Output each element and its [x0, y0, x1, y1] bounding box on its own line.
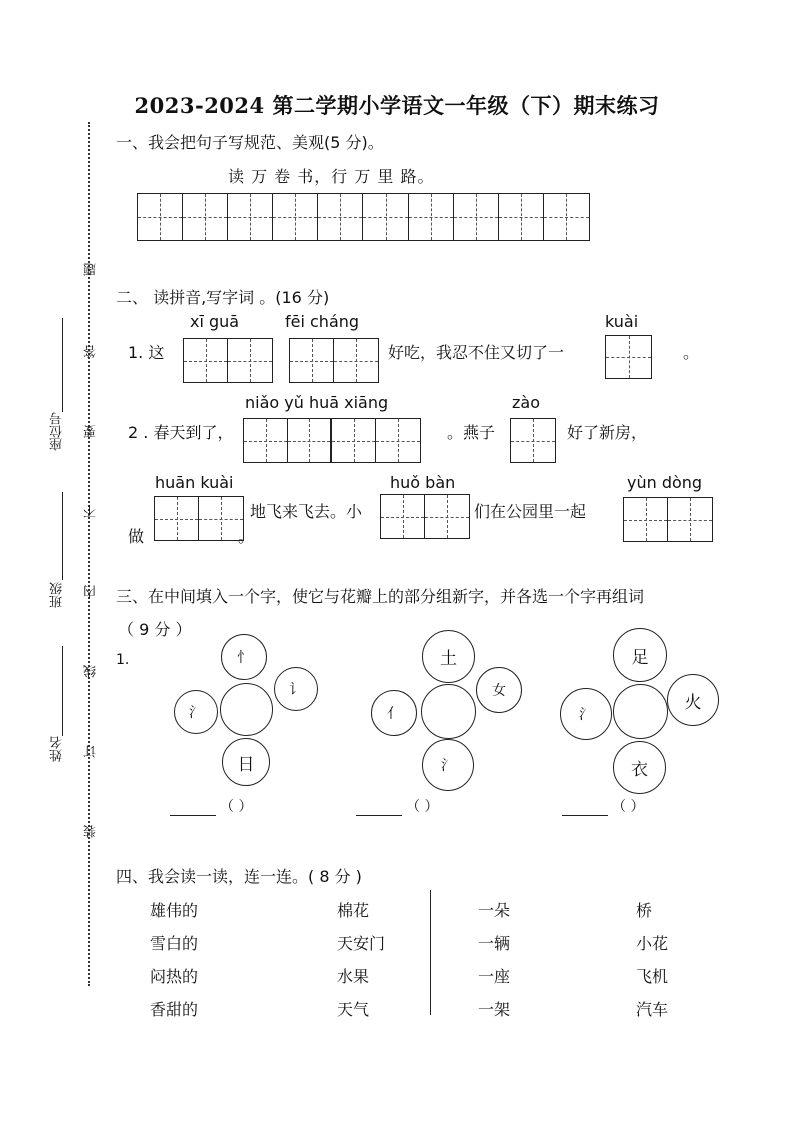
answer-grid-yundong[interactable]: [623, 497, 713, 542]
match-word[interactable]: 一座: [478, 967, 511, 986]
grid-cell[interactable]: [244, 419, 288, 462]
flower2-center[interactable]: [421, 684, 476, 739]
flower2-top-petal: 土: [422, 630, 475, 683]
grid-cell[interactable]: [184, 339, 228, 382]
match-word[interactable]: 雄伟的: [150, 901, 199, 920]
section2-heading: 二、 读拼音,写字词 。(16 分): [116, 288, 330, 307]
answer-grid-kuai[interactable]: [605, 335, 652, 379]
seal-char: 装: [84, 825, 99, 838]
grid-cell[interactable]: [454, 194, 499, 240]
name-label: 姓名: [50, 736, 65, 762]
grid-cell[interactable]: [138, 194, 183, 240]
flower3-answer-blank[interactable]: [562, 796, 644, 816]
flower3-left-petal: 氵: [560, 688, 612, 740]
class-line[interactable]: [62, 492, 63, 580]
grid-cell[interactable]: [290, 339, 334, 382]
pinyin-huankuai: huān kuài: [155, 473, 234, 492]
q1-end: 。: [683, 343, 700, 362]
grid-cell[interactable]: [273, 194, 318, 240]
match-word[interactable]: 一架: [478, 1000, 511, 1019]
flower1-top-petal: 忄: [221, 634, 267, 680]
grid-cell[interactable]: [544, 194, 589, 240]
grid-cell[interactable]: [425, 495, 469, 538]
seal-char: 订: [84, 745, 99, 758]
seat-number-line[interactable]: [62, 318, 63, 412]
grid-cell[interactable]: [409, 194, 454, 240]
match-word[interactable]: 天气: [337, 1000, 370, 1019]
section1-heading: 一、我会把句子写规范、美观(5 分)。: [116, 133, 384, 152]
q3-start: 做: [128, 527, 145, 546]
q2-middle-text: 。燕子: [447, 423, 496, 442]
match-word[interactable]: 桥: [636, 901, 653, 920]
match-word[interactable]: 水果: [337, 967, 370, 986]
flower1-answer-blank[interactable]: [170, 796, 252, 816]
pinyin-yundong: yùn dòng: [627, 473, 703, 492]
q2-end: 好了新房，: [567, 423, 648, 442]
page-title: 2023-2024 第二学期小学语文一年级（下）期末练习: [134, 93, 660, 118]
q1-middle-text: 好吃，我忍不住又切了一: [388, 343, 565, 362]
match-word[interactable]: 汽车: [636, 1000, 669, 1019]
section1-sentence: 读 万 卷 书，行 万 里 路。: [228, 167, 435, 186]
seat-number-label: 座位号: [50, 412, 65, 451]
flower1-right-petal: 讠: [274, 667, 318, 711]
pinyin-huoban: huǒ bàn: [390, 473, 456, 492]
q1-number: 1. 这: [128, 343, 165, 362]
writing-grid[interactable]: [137, 193, 590, 241]
grid-cell[interactable]: [376, 419, 420, 462]
pinyin-xigua: xī guā: [190, 312, 240, 331]
match-word[interactable]: 香甜的: [150, 1000, 199, 1019]
match-word[interactable]: 飞机: [636, 967, 669, 986]
match-word[interactable]: 小花: [636, 934, 669, 953]
seal-char: 要: [84, 425, 99, 438]
match-word[interactable]: 一朵: [478, 901, 511, 920]
grid-cell[interactable]: [624, 498, 668, 541]
answer-grid-huoban[interactable]: [380, 494, 470, 539]
grid-cell[interactable]: [381, 495, 425, 538]
q3-middle-text: 地飞来飞去。小: [250, 502, 363, 521]
match-word[interactable]: 一辆: [478, 934, 511, 953]
grid-cell[interactable]: [288, 419, 332, 462]
pinyin-feichang: fēi cháng: [285, 312, 360, 331]
flower1-center[interactable]: [220, 683, 273, 736]
flower3-bottom-petal: 衣: [613, 741, 666, 794]
flower3-right-petal: 火: [667, 674, 719, 726]
match-word[interactable]: 棉花: [337, 901, 370, 920]
flower2-left-petal: 亻: [371, 690, 417, 736]
match-word[interactable]: 天安门: [337, 934, 386, 953]
column-separator: [430, 890, 431, 1015]
answer-grid-xigua[interactable]: [183, 338, 273, 383]
answer-grid-feichang[interactable]: [289, 338, 379, 383]
class-label: 班级: [50, 582, 65, 608]
grid-cell[interactable]: [606, 336, 651, 378]
pinyin-zao: zào: [512, 393, 540, 412]
grid-cell[interactable]: [228, 194, 273, 240]
seal-char: 不: [84, 505, 99, 518]
grid-cell[interactable]: [668, 498, 712, 541]
section3-number: 1.: [116, 652, 130, 668]
q3-middle-text-2: 们在公园里一起: [474, 502, 587, 521]
flower3-top-petal: 足: [613, 628, 667, 682]
flower2-answer-blank[interactable]: [356, 796, 438, 816]
flower3-center[interactable]: [613, 684, 668, 739]
q3-dot: 。: [238, 527, 255, 546]
grid-cell[interactable]: [511, 419, 555, 462]
pinyin-kuai: kuài: [605, 312, 639, 331]
answer-grid-niaoyuhuaxiang[interactable]: [243, 418, 421, 463]
answer-grid-huankuai[interactable]: [154, 496, 244, 541]
grid-cell[interactable]: [334, 339, 378, 382]
seal-char: 内: [84, 585, 99, 598]
grid-cell[interactable]: [332, 419, 376, 462]
answer-parentheses: （ ）: [406, 799, 439, 815]
flower2-bottom-petal: 氵: [422, 739, 474, 791]
grid-cell[interactable]: [318, 194, 363, 240]
grid-cell[interactable]: [499, 194, 544, 240]
flower2-right-petal: 女: [476, 667, 522, 713]
match-word[interactable]: 雪白的: [150, 934, 199, 953]
section4-heading: 四、我会读一读，连一连。( 8 分 ): [116, 867, 362, 886]
answer-grid-zao[interactable]: [510, 418, 556, 463]
section3-heading: 三、在中间填入一个字，使它与花瓣上的部分组新字，并各选一个字再组词: [116, 587, 645, 606]
answer-parentheses: （ ）: [612, 799, 645, 815]
q2-number: 2 . 春天到了，: [128, 423, 234, 442]
grid-cell[interactable]: [363, 194, 408, 240]
match-word[interactable]: 闷热的: [150, 967, 199, 986]
grid-cell[interactable]: [228, 339, 272, 382]
flower1-left-petal: 氵: [174, 690, 218, 734]
grid-cell[interactable]: [183, 194, 228, 240]
flower1-bottom-petal: 日: [222, 738, 270, 786]
grid-cell[interactable]: [199, 497, 243, 540]
seal-char: 答: [84, 345, 99, 358]
grid-cell[interactable]: [155, 497, 199, 540]
pinyin-niaoyuhuaxiang: niǎo yǔ huā xiāng: [245, 393, 389, 412]
section3-score: （ 9 分 ）: [118, 620, 192, 639]
seal-char: 线: [84, 665, 99, 678]
binding-dotted-line: [88, 122, 90, 986]
seal-char: 题: [84, 263, 99, 276]
answer-parentheses: （ ）: [220, 799, 253, 815]
name-line[interactable]: [62, 646, 63, 736]
